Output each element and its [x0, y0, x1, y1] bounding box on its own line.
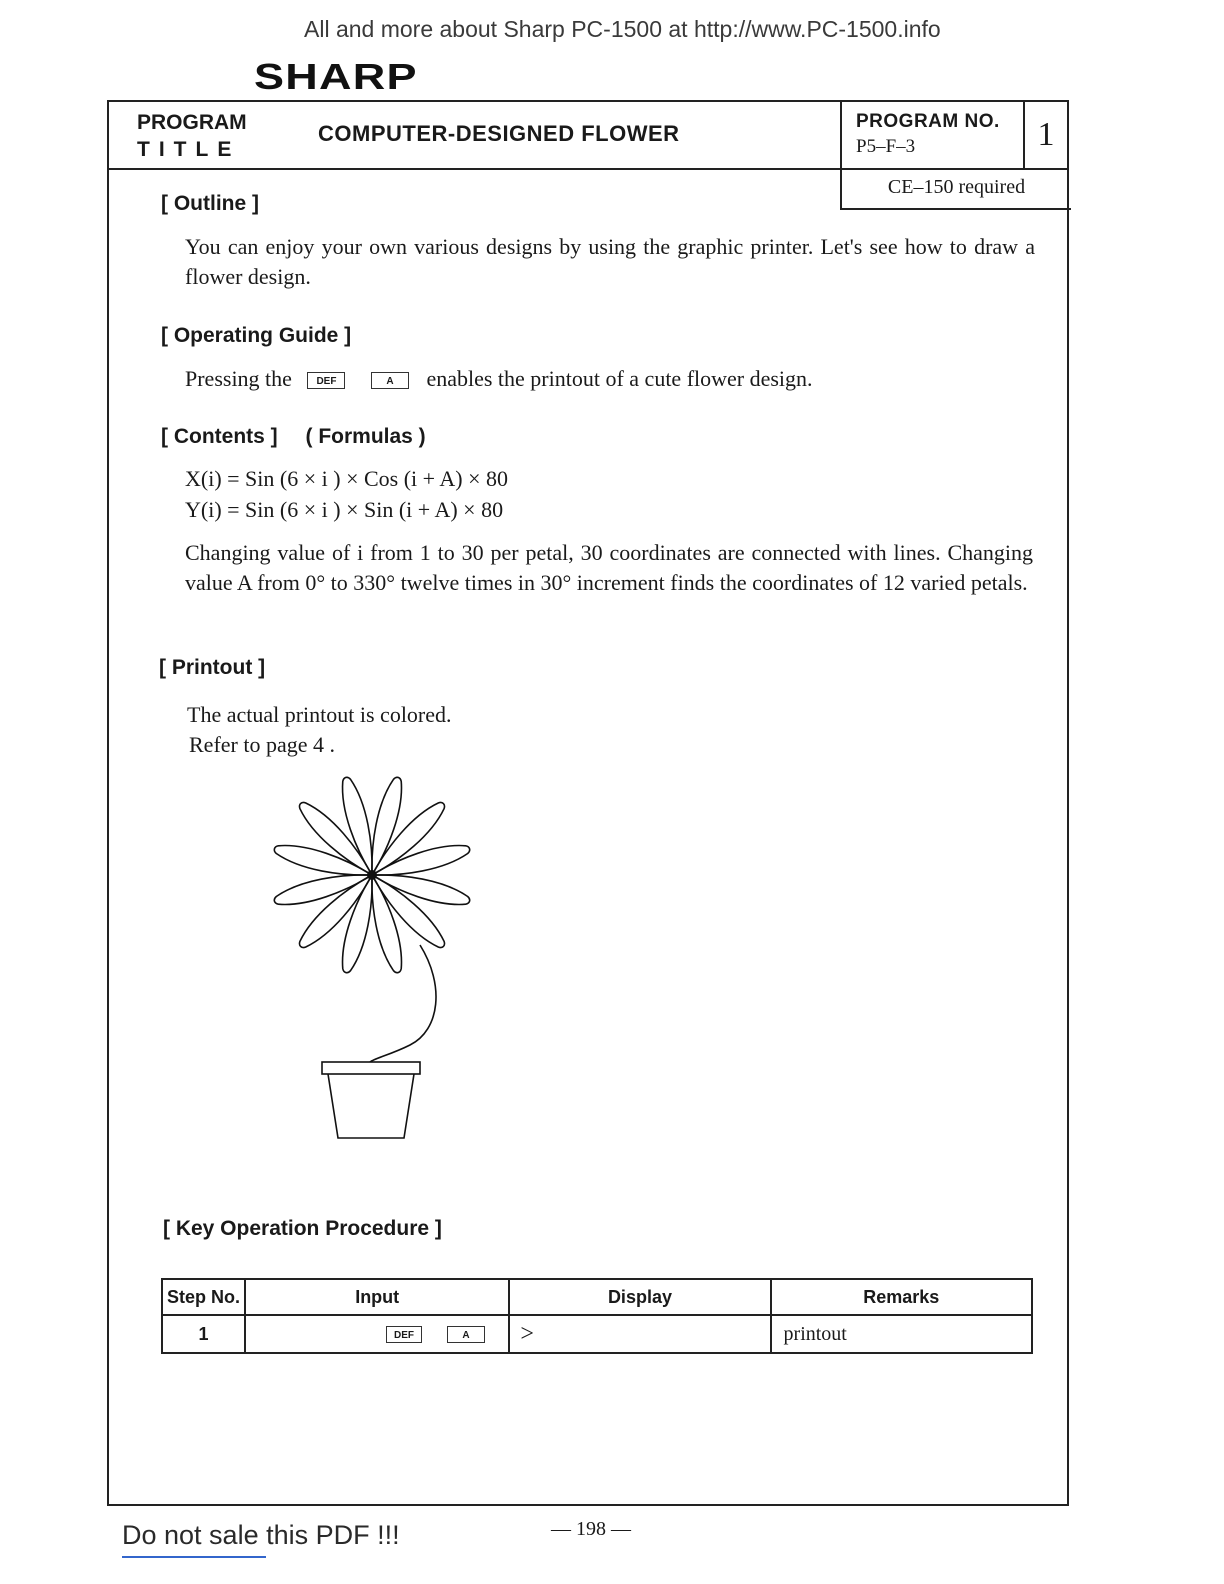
flower-printout-image	[260, 770, 490, 1150]
flower-petal	[294, 868, 379, 953]
program-title: COMPUTER-DESIGNED FLOWER	[318, 121, 680, 146]
col-step: Step No.	[162, 1279, 245, 1315]
footer-warning: Do not sale this PDF !!!	[122, 1520, 400, 1550]
flower-petal	[272, 840, 374, 885]
def-key-icon: DEF	[307, 372, 345, 389]
label-title: TITLE	[137, 138, 241, 161]
document-frame	[107, 100, 1069, 1506]
col-remarks: Remarks	[771, 1279, 1032, 1315]
key-operation-table	[161, 1278, 1033, 1354]
program-number-label: PROGRAM NO.	[856, 111, 1000, 132]
col-input: Input	[245, 1279, 509, 1315]
footer-link-underline	[122, 1556, 266, 1558]
flower-petal	[370, 840, 472, 885]
col-display: Display	[509, 1279, 770, 1315]
operating-guide-heading: [ Operating Guide ]	[161, 324, 352, 347]
flower-petal	[365, 868, 450, 953]
label-program: PROGRAM	[137, 111, 247, 134]
contents-heading	[161, 425, 426, 449]
contents-heading-label: [ Contents ]	[161, 425, 278, 448]
a-key-icon: A	[371, 372, 409, 389]
key-operation-heading: [ Key Operation Procedure ]	[163, 1217, 442, 1240]
header-row	[109, 102, 1067, 170]
outline-heading: [ Outline ]	[161, 192, 259, 215]
pot-rim	[322, 1062, 420, 1074]
printout-line1: The actual printout is colored.	[187, 702, 452, 727]
program-title-label	[137, 109, 247, 163]
flower-center	[367, 870, 377, 880]
formula-x: X(i) = Sin (6 × i ) × Cos (i + A) × 80	[185, 466, 508, 491]
cell-input	[245, 1315, 509, 1353]
pot-body	[328, 1074, 414, 1138]
flower-petal	[272, 866, 374, 911]
flower-stem	[370, 945, 436, 1062]
table-row	[162, 1315, 1032, 1353]
flower-petal	[365, 797, 450, 882]
operating-guide-text	[185, 364, 813, 394]
contents-description: Changing value of i from 1 to 30 per petal, 30 coordinates are connected with lines. Changing value A from 0° to 330° twelve times in 30° increment finds the coordinates of 12 varied petals.	[185, 540, 1033, 595]
formula-y: Y(i) = Sin (6 × i ) × Sin (i + A) × 80	[185, 497, 504, 522]
program-number: 1	[1037, 116, 1055, 153]
table-header-row	[162, 1279, 1032, 1315]
flower-petal	[337, 775, 382, 877]
formulas-subheading: ( Formulas )	[305, 425, 426, 448]
program-number-box	[840, 102, 1025, 168]
program-code: P5–F–3	[856, 136, 916, 157]
a-key-icon: A	[447, 1326, 485, 1343]
printout-heading: [ Printout ]	[159, 656, 266, 679]
requirement-box: CE–150 required	[840, 168, 1071, 210]
sharp-logo: SHARP	[254, 56, 418, 97]
operating-guide-suffix: enables the printout of a cute flower design.	[426, 366, 813, 391]
cell-display: >	[509, 1315, 770, 1353]
flower-petal	[363, 873, 408, 975]
page-number: — 198 —	[551, 1518, 631, 1540]
flower-petal	[294, 797, 379, 882]
outline-text: You can enjoy your own various designs by using the graphic printer. Let's see how to draw a flower design.	[185, 234, 1035, 289]
cell-remarks: printout	[771, 1315, 1032, 1353]
flower-petal	[337, 873, 382, 975]
flower-petal	[370, 866, 472, 911]
flower-petal	[363, 775, 408, 877]
top-banner: All and more about Sharp PC-1500 at http://www.PC-1500.info	[304, 16, 941, 42]
printout-line2: Refer to page 4 .	[189, 732, 335, 757]
operating-guide-prefix: Pressing the	[185, 366, 292, 391]
cell-step: 1	[162, 1315, 245, 1353]
def-key-icon: DEF	[386, 1326, 422, 1343]
